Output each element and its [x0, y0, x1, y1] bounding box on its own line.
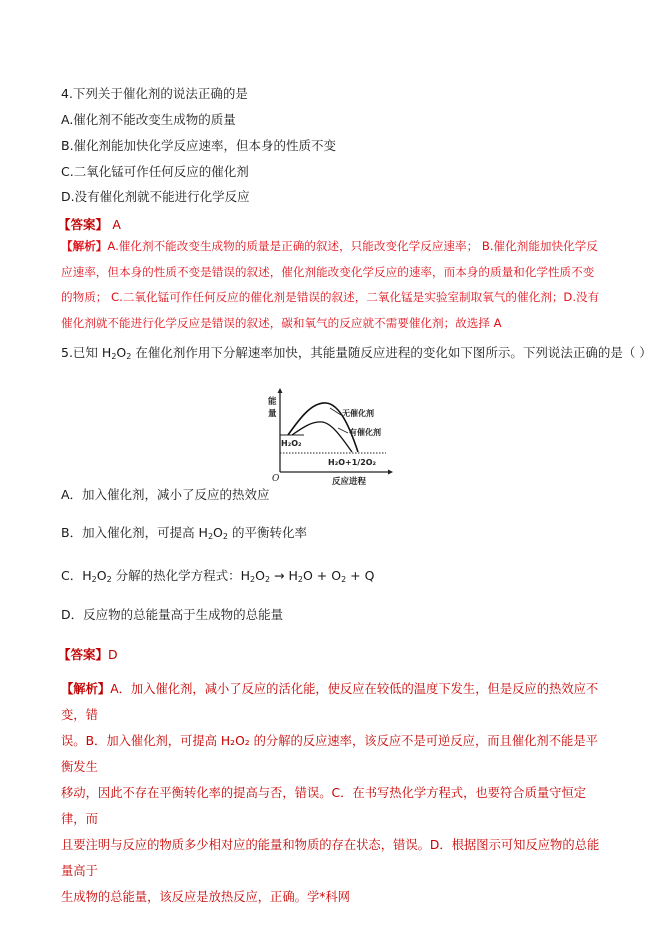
q4-answer-value: A: [112, 217, 121, 232]
y-axis-label-2: 量: [268, 409, 277, 419]
q4-explanation-line: 催化剂就不能进行化学反应是错误的叙述，碳和氧气的反应就不需要催化剂；故选择 A: [61, 315, 502, 330]
q5-explanation-line: 【解析】A．加入催化剂，减小了反应的活化能，使反应在较低的温度下发生，但是反应的热效应不变，错: [61, 682, 599, 722]
q5-explanation-label: 【解析】: [61, 682, 111, 696]
pointer-catalyst: [338, 428, 348, 433]
q4-option-c: C.二氧化锰可作任何反应的催化剂: [61, 164, 249, 179]
q5-option-c: C．$H_2O_2$ 分解的热化学方程式：$H_2O_2 \to H_2O + O_2 + Q$: [61, 568, 375, 584]
y-axis-label-1: 能: [268, 397, 277, 407]
q5-explanation-line: 且要注明与反应的物质多少相对应的能量和物质的存在状态，错误。D．根据图示可知反应物的总能量高于: [61, 838, 600, 878]
x-axis-label: 反应进程: [332, 477, 367, 487]
product-label: H₂O+1/2O₂: [328, 458, 377, 467]
q5-explanation-line: 移动，因此不存在平衡转化率的提高与否，错误。C．在书写热化学方程式，也要符合质量守恒定律，而: [61, 786, 587, 826]
q5-answer: [58, 645, 118, 663]
q4-explanation-line: 的物质； C.二氧化锰可作任何反应的催化剂是错误的叙述，二氧化锰是实验室制取氧气的催化剂；D.没有: [61, 290, 600, 305]
q5-answer-label: 【答案】: [58, 647, 109, 662]
q5-explanation-line: 生成物的总能量，该反应是放热反应，正确。学*科网: [61, 890, 350, 904]
y-axis-arrow-icon: [278, 388, 283, 393]
q4-explanation-line: 【解析】A.催化剂不能改变生成物的质量是正确的叙述，只能改变化学反应速率； B.催化剂能加快化学反: [61, 239, 598, 253]
q5-answer-value: D: [108, 647, 118, 662]
q4-stem: 4.下列关于催化剂的说法正确的是: [61, 86, 248, 101]
q4-explanation-label: 【解析】: [61, 239, 108, 253]
q5-explanation: [61, 676, 606, 910]
q4-option-d: D.没有催化剂就不能进行化学反应: [61, 189, 250, 204]
q4-explanation: [61, 234, 606, 336]
q4-answer: [58, 215, 121, 233]
q5-option-a: A．加入催化剂，减小了反应的热效应: [61, 487, 270, 502]
x-axis-arrow-icon: [388, 470, 393, 475]
label-catalyst: 有催化剂: [349, 428, 381, 437]
q4-option-a: A.催化剂不能改变生成物的质量: [61, 112, 236, 127]
q5-stem: 5.已知 $H_2O_2$ 在催化剂作用下分解速率加快，其能量随反应进程的变化如下图所示。下列说法正确的是（ ）: [61, 345, 652, 361]
q5-explanation-line: 误。B．加入催化剂，可提高 H₂O₂ 的分解的反应速率，该反应不是可逆反应，而且催化剂不能是平衡发生: [61, 734, 598, 774]
q5-option-b: B．加入催化剂，可提高 $H_2O_2$ 的平衡转化率: [61, 525, 307, 541]
q4-option-b: B.催化剂能加快化学反应速率，但本身的性质不变: [61, 138, 337, 153]
q4-answer-label: 【答案】: [58, 217, 109, 232]
label-no-catalyst: 无催化剂: [342, 409, 374, 418]
q4-explanation-line: 应速率，但本身的性质不变是错误的叙述，催化剂能改变化学反应的速率，而本身的质量和化学性质不变: [61, 264, 595, 279]
energy-diagram: [266, 388, 396, 490]
origin-label: O: [272, 474, 280, 484]
reactant-label: H₂O₂: [281, 439, 302, 448]
q5-option-d: D．反应物的总能量高于生成物的总能量: [61, 607, 284, 622]
